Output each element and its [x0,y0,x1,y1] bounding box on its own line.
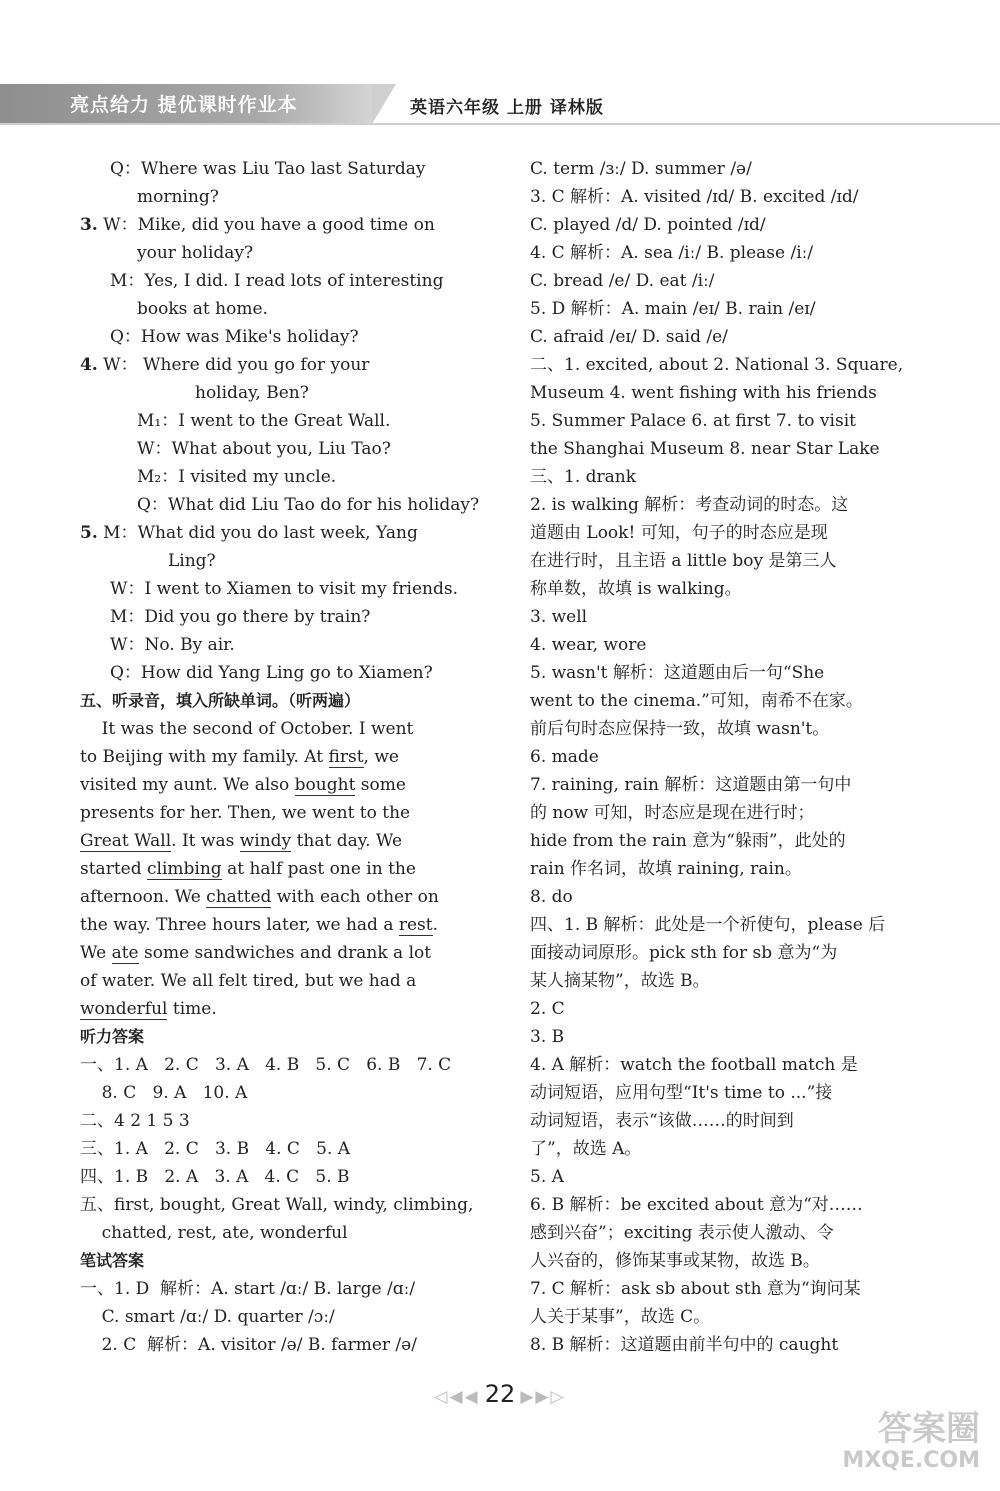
answer-line: 动词短语，应用句型“It's time to ...”接 [530,1083,833,1103]
listening-answers [80,1051,480,1247]
answer-line: 动词短语，表示“该做……的时间到 [530,1111,794,1131]
passage-line [80,827,480,855]
answer-line: 5. Summer Palace 6. at first 7. to visit [530,411,856,431]
passage-text: at half past one in the [221,859,416,879]
dialog-text: M：What did you do last week, Yang [97,523,418,543]
dialog-line [80,239,480,267]
answer-line: 2. C 解析：A. visitor /ə/ B. farmer /ə/ [80,1335,417,1355]
section-5-title: 五、听录音，填入所缺单词。（听两遍） [80,691,361,710]
dialog-line [80,155,480,183]
answer-line: 二、4 2 1 5 3 [80,1111,190,1131]
dialog-line [80,547,480,575]
dialog-text: books at home. [137,299,268,319]
answer-line: 在进行时，且主语 a little boy 是第三人 [530,551,837,571]
answer-line: 7. C 解析：ask sb about sth 意为“询问某 [530,1279,861,1299]
dialog-line [80,183,480,211]
answer-line: 2. C [530,999,565,1019]
answer-line: went to the cinema.”可知，南希不在家。 [530,691,863,711]
dialog-text: Q：How did Yang Ling go to Xiamen? [110,663,433,683]
watermark-logo: 答案圈 MXQE.COM [842,1409,980,1473]
item-number: 5. [80,523,98,543]
answer-line: 前后句时态应保持一致，故填 wasn't。 [530,719,830,739]
listening-answers-title: 听力答案 [80,1027,145,1046]
series-title: 亮点给力 提优课时作业本 [70,94,298,116]
answer-line: 6. B 解析：be excited about 意为“对…… [530,1195,863,1215]
passage-text: with each other on [271,887,439,907]
passage-line [80,771,480,799]
dialog-text: Q：How was Mike's holiday? [110,327,359,347]
dialog-text: M₂：I visited my uncle. [137,467,337,487]
answer-line: 道题由 Look! 可知，句子的时态应是现 [530,523,828,543]
dialog-line [80,463,480,491]
dialog-text: your holiday? [137,243,254,263]
dialog-text: M：Did you go there by train? [110,607,371,627]
header-divider [0,123,1000,125]
answer-line: 三、1. drank [530,467,637,487]
answer-line: 8. C 9. A 10. A [80,1083,248,1103]
passage-text: visited my aunt. We also [80,775,295,795]
answer-line: 三、1. A 2. C 3. B 4. C 5. A [80,1139,351,1159]
answer-line: 5. wasn't 解析：这道题由后一句“She [530,663,825,683]
answer-line: C. afraid /eɪ/ D. said /e/ [530,327,728,347]
passage-text: afternoon. We [80,887,207,907]
dialog-line [80,211,480,239]
dialog-text: M₁：I went to the Great Wall. [137,411,391,431]
answer-line: 四、1. B 2. A 3. A 4. C 5. B [80,1167,350,1187]
answer-line: 某人摘某物”，故选 B。 [530,971,710,991]
answer-line: 5. A [530,1167,564,1187]
page-footer [0,1380,1000,1408]
dialog-text: morning? [137,187,219,207]
passage-text: started [80,859,147,879]
answer-line: 5. D 解析：A. main /eɪ/ B. rain /eɪ/ [530,299,816,319]
answer-line: C. smart /ɑː/ D. quarter /ɔː/ [80,1307,335,1327]
prev-arrows-icon: ◁◀◀ [434,1387,480,1407]
answer-line: 称单数，故填 is walking。 [530,579,742,599]
item-number: 3. [80,215,98,235]
answer-line: Museum 4. went fishing with his friends [530,383,877,403]
item-number: 4. [80,355,98,375]
passage-line [80,715,480,743]
dialog-line [80,659,480,687]
passage-line [80,743,480,771]
answer-line: 7. raining, rain 解析：这道题由第一句中 [530,775,852,795]
passage-text: . [432,915,439,935]
passage-text: It was the second of October. I went [80,719,414,739]
dialog-text: W：No. By air. [110,635,235,655]
dialog-text: W：Mike, did you have a good time on [97,215,435,235]
answer-line: 人兴奋的，修饰某事或某物，故选 B。 [530,1251,820,1271]
passage-text: the way. Three hours later, we had a [80,915,399,935]
answer-line: C. bread /e/ D. eat /iː/ [530,271,715,291]
passage-line [80,967,480,995]
dialog-text: holiday, Ben? [195,383,309,403]
answer-line: 一、1. A 2. C 3. A 4. B 5. C 6. B 7. C [80,1055,452,1075]
answer-line: 4. wear, wore [530,635,647,655]
passage-text: that day. We [291,831,403,851]
answer-line: hide from the rain 意为“躲雨”，此处的 [530,831,846,851]
passage-text: some [355,775,406,795]
blank-answer: chatted [206,887,272,907]
answer-line: 4. C 解析：A. sea /iː/ B. please /iː/ [530,243,814,263]
passage-text: We [80,943,112,963]
dialog-line [80,603,480,631]
next-arrows-icon: ▶▶▷ [520,1387,566,1407]
blank-answer: windy [239,831,292,851]
answer-line: 二、1. excited, about 2. National 3. Square, [530,355,904,375]
passage-line [80,995,480,1023]
passage-text: to Beijing with my family. At [80,747,329,767]
page-header [0,84,1000,124]
answer-line: the Shanghai Museum 8. near Star Lake [530,439,880,459]
written-answers-title: 笔试答案 [80,1251,145,1270]
answer-line: 6. made [530,747,599,767]
passage-line [80,883,480,911]
passage-text: some sandwiches and drank a lot [138,943,432,963]
dialog-line [80,379,480,407]
passage-line [80,911,480,939]
dialog-line [80,631,480,659]
dialog-line [80,351,480,379]
dialog-text: Q：Where was Liu Tao last Saturday [110,159,426,179]
dialog-line [80,575,480,603]
dialog-text: Ling? [168,551,216,571]
dialog-line [80,323,480,351]
blank-answer: first [328,747,364,767]
answer-line: 五、first, bought, Great Wall, windy, climbing, [80,1195,474,1215]
blank-answer: wonderful [80,999,168,1019]
passage [80,715,480,1023]
passage-line [80,939,480,967]
page-number: 22 [484,1380,516,1408]
answer-line: 8. do [530,887,573,907]
passage-line [80,799,480,827]
answer-line: 面接动词原形。pick sth for sb 意为“为 [530,943,838,963]
dialog-text: W：What about you, Liu Tao? [137,439,391,459]
blank-answer: bought [294,775,356,795]
dialog-line [80,407,480,435]
passage-text: , we [363,747,399,767]
answer-line: rain 作名词，故填 raining, rain。 [530,859,802,879]
answer-line: 了”，故选 A。 [530,1139,642,1159]
answer-line: 一、1. D 解析：A. start /ɑː/ B. large /ɑː/ [80,1279,416,1299]
answer-line: C. played /d/ D. pointed /ɪd/ [530,215,766,235]
left-column [80,155,480,1359]
blank-answer: climbing [147,859,222,879]
passage-text: presents for her. Then, we went to the [80,803,411,823]
passage-text: . It was [171,831,240,851]
answer-line: 3. well [530,607,588,627]
blank-answer: rest [398,915,433,935]
right-column [530,155,930,1359]
answer-line: 的 now 可知，时态应是现在进行时； [530,803,815,823]
answer-line: C. term /ɜː/ D. summer /ə/ [530,159,752,179]
answer-line: 4. A 解析：watch the football match 是 [530,1055,858,1075]
dialog-line [80,295,480,323]
answer-line: 8. B 解析：这道题由前半句中的 caught [530,1335,839,1355]
answer-explanations [530,155,930,1359]
header-band [0,84,372,124]
answer-line: 感到兴奋”；exciting 表示使人激动、令 [530,1223,834,1243]
answer-line: 3. C 解析：A. visited /ɪd/ B. excited /ɪd/ [530,187,859,207]
passage-text: of water. We all felt tired, but we had a [80,971,417,991]
dialog-text: Q：What did Liu Tao do for his holiday? [137,495,480,515]
dialog-line [80,519,480,547]
dialog-text: W：I went to Xiamen to visit my friends. [110,579,458,599]
dialog-text: M：Yes, I did. I read lots of interesting [110,271,444,291]
dialog-line [80,267,480,295]
answer-line: 3. B [530,1027,565,1047]
subject-title: 英语六年级 上册 译林版 [410,98,604,118]
written-answers [80,1275,480,1359]
blank-answer: ate [111,943,139,963]
dialog-line [80,491,480,519]
dialog-text: W： Where did you go for your [97,355,370,375]
dialog-line [80,435,480,463]
blank-answer: Great Wall [80,831,172,851]
answer-line: 人关于某事”，故选 C。 [530,1307,711,1327]
answer-line: 2. is walking 解析：考查动词的时态。这 [530,495,849,515]
answer-line: chatted, rest, ate, wonderful [80,1223,348,1243]
passage-line [80,855,480,883]
passage-text: time. [167,999,217,1019]
listening-scripts [80,155,480,687]
answer-line: 四、1. B 解析：此处是一个祈使句，please 后 [530,915,886,935]
